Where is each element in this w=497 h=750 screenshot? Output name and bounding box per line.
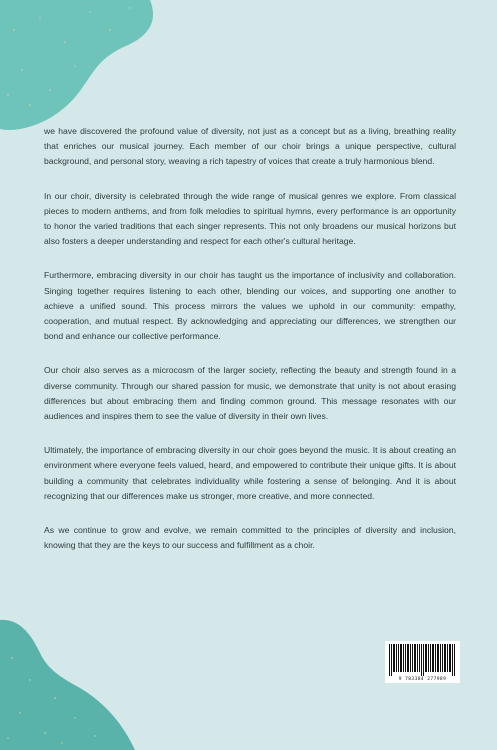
body-text bbox=[44, 124, 456, 572]
paragraph-1: we have discovered the profound value of diversity, not just as a concept but as a living, breathing reality that enriches our musical journey. Each member of our choir brings a unique perspective, cultural background, and personal story, weaving a rich tapestry of voices that create a truly harmonious blend. bbox=[44, 126, 456, 167]
paragraph-3: Furthermore, embracing diversity in our choir has taught us the importance of inclusivity and collaboration. Singing together requires listening to each other, blending our voices, and supporting one another to achieve a unified sound. This process mirrors the values we uphold in our community: empathy, cooperation, and mutual respect. By acknowledging and appreciating our differences, we strengthen our bond and enhance our collective performance. bbox=[44, 270, 456, 342]
bottom-left-teal-blob bbox=[0, 618, 140, 750]
paragraph-6: As we continue to grow and evolve, we remain committed to the principles of diversity and inclusion, knowing that they are the keys to our success and fulfillment as a choir. bbox=[44, 525, 456, 551]
isbn-barcode bbox=[385, 641, 460, 683]
paragraph-2: In our choir, diversity is celebrated through the wide range of musical genres we explore. From classical pieces to modern anthems, and from folk melodies to spiritual hymns, every performance is an opportunity to honor the varied traditions that each singer represents. This not only broadens our musical horizons but also fosters a deeper understanding and respect for each other's cultural heritage. bbox=[44, 190, 456, 247]
paragraph-5: Ultimately, the importance of embracing diversity in our choir goes beyond the music. It is about creating an environment where everyone feels valued, heard, and empowered to contribute their unique gifts. It is about building a community that celebrates individuality while fostering a sense of belonging. And it is about recognizing that our differences make us stronger, more creative, and more connected. bbox=[44, 445, 456, 501]
barcode-bars bbox=[385, 643, 460, 677]
barcode-digits: 9 783384 277989 bbox=[398, 677, 447, 682]
paragraph-4: Our choir also serves as a microcosm of the larger society, reflecting the beauty and strength found in a diverse community. Through our shared passion for music, we demonstrate that unity is not about erasing differences but about embracing them and finding common ground. This message resonates with our audiences and inspires them to see the value of diversity in their own lives. bbox=[44, 365, 456, 422]
